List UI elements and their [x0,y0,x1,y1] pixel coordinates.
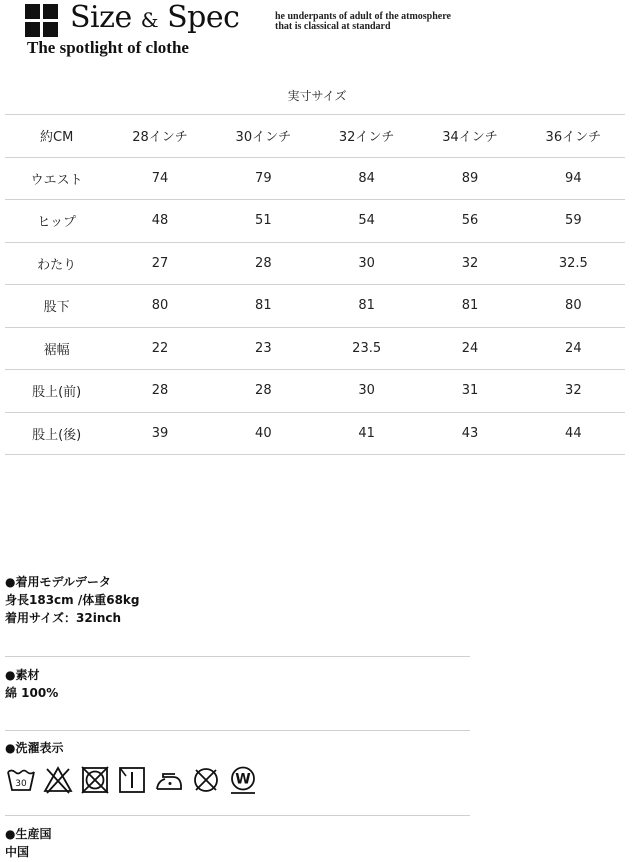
table-cell: 94 [522,157,625,200]
table-cell: 51 [212,200,315,243]
table-cell: 28 [108,370,211,413]
table-cell: 74 [108,157,211,200]
table-row [5,242,625,285]
no-dry-clean-icon [190,764,222,796]
wash-30-icon [5,764,37,796]
table-cell: 79 [212,157,315,200]
table-cell: 27 [108,242,211,285]
wash-temperature-label: 30 [15,779,27,789]
table-row [5,412,625,455]
column-header: 34インチ [418,115,521,158]
table-cell: 40 [212,412,315,455]
column-header: 32インチ [315,115,418,158]
line-dry-icon [116,764,148,796]
material-section [5,666,470,702]
table-row [5,157,625,200]
table-cell: 32.5 [522,242,625,285]
row-label: 股上(前) [5,370,108,413]
table-cell: 81 [418,285,521,328]
origin-value: 中国 [5,845,30,859]
table-cell: 30 [315,370,418,413]
table-cell: 22 [108,327,211,370]
column-header: 約CM [5,115,108,158]
brand-title: Size & Spec [70,0,240,35]
size-table-header-row [5,115,625,158]
table-row [5,200,625,243]
table-cell: 28 [212,242,315,285]
model-data-heading: ●着用モデルデータ [5,575,111,589]
table-cell: 32 [522,370,625,413]
section-divider [5,730,470,731]
no-tumble-dry-icon [79,764,111,796]
table-cell: 84 [315,157,418,200]
column-header: 30インチ [212,115,315,158]
size-table-caption: 実寸サイズ [287,89,347,103]
no-bleach-icon [42,764,74,796]
column-header: 28インチ [108,115,211,158]
table-cell: 24 [522,327,625,370]
row-label: 股上(後) [5,412,108,455]
brand-header [0,0,640,80]
table-cell: 23 [212,327,315,370]
table-cell: 28 [212,370,315,413]
material-value: 綿 100% [5,686,59,700]
table-cell: 54 [315,200,418,243]
table-cell: 24 [418,327,521,370]
table-cell: 44 [522,412,625,455]
table-cell: 31 [418,370,521,413]
table-cell: 59 [522,200,625,243]
table-cell: 30 [315,242,418,285]
model-data-section [5,573,470,627]
table-cell: 81 [315,285,418,328]
row-label: ヒップ [5,200,108,243]
brand-tagline: he underpants of adult of the atmosphere that is classical at standard [275,11,451,32]
section-divider [5,656,470,657]
care-heading: ●洗濯表示 [5,741,64,755]
care-section [5,739,470,757]
care-icons [5,764,265,796]
model-worn-size: 着用サイズ：32inch [5,611,122,625]
column-header: 36インチ [522,115,625,158]
table-cell: 80 [108,285,211,328]
table-cell: 43 [418,412,521,455]
origin-section [5,825,470,861]
table-row [5,370,625,413]
wet-clean-icon [227,764,259,796]
table-row [5,327,625,370]
material-heading: ●素材 [5,668,40,682]
wet-clean-letter: W [235,771,251,788]
size-table [5,114,625,455]
table-cell: 80 [522,285,625,328]
table-cell: 56 [418,200,521,243]
table-cell: 81 [212,285,315,328]
table-row [5,285,625,328]
table-cell: 23.5 [315,327,418,370]
brand-subtitle: The spotlight of clothe [27,38,189,57]
table-cell: 41 [315,412,418,455]
table-cell: 32 [418,242,521,285]
row-label: 裾幅 [5,327,108,370]
row-label: わたり [5,242,108,285]
origin-heading: ●生産国 [5,827,52,841]
row-label: ウエスト [5,157,108,200]
table-cell: 48 [108,200,211,243]
model-body-measurements: 身長183cm /体重68kg [5,593,140,607]
iron-low-icon [153,764,185,796]
section-divider [5,815,470,816]
logo-squares-icon [25,4,59,38]
row-label: 股下 [5,285,108,328]
table-cell: 39 [108,412,211,455]
table-cell: 89 [418,157,521,200]
